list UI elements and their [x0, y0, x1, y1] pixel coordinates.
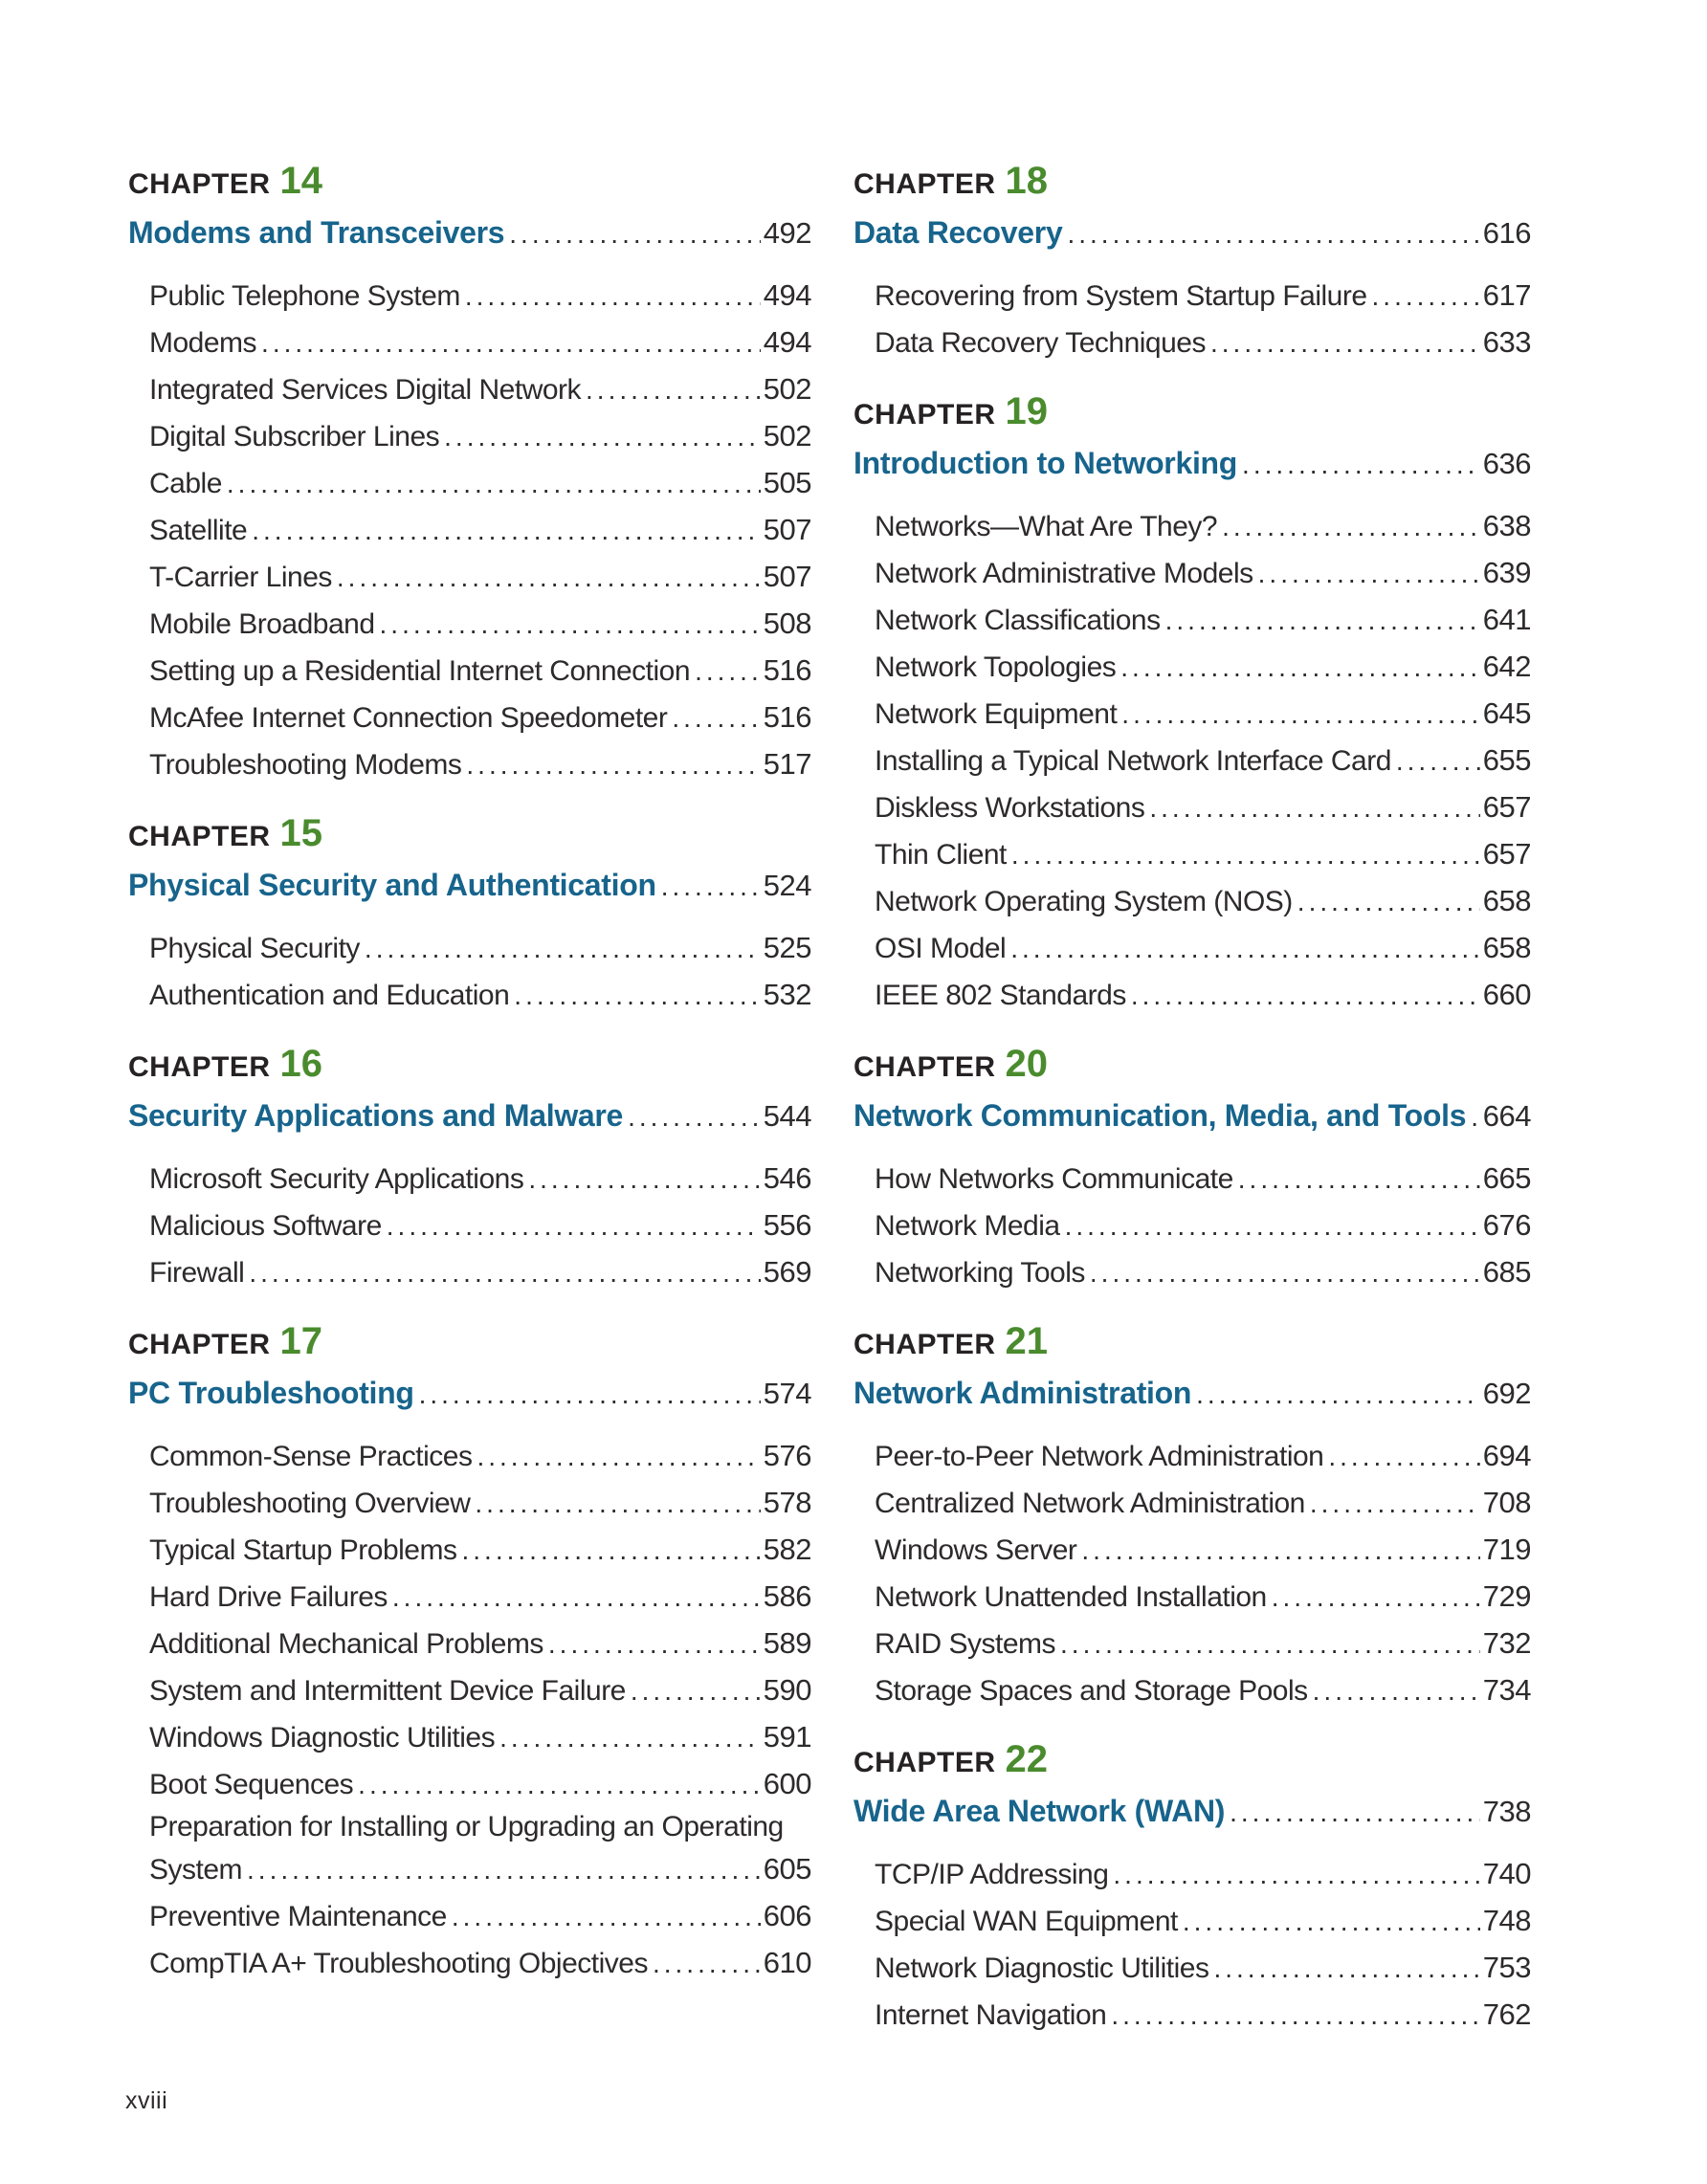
- chapter-number: 16: [279, 1043, 323, 1085]
- page-number: 507: [763, 513, 811, 546]
- toc-entry: [875, 550, 1531, 597]
- chapter-title: Security Applications and Malware: [128, 1098, 624, 1133]
- page-number: 546: [763, 1161, 811, 1195]
- chapter-kicker-label: CHAPTER: [128, 1051, 271, 1083]
- page-number: 694: [1482, 1439, 1531, 1472]
- chapter-block: [854, 161, 1531, 366]
- dot-leader: [387, 1203, 761, 1249]
- toc-entry: [149, 1433, 811, 1480]
- toc-entry-label: Data Recovery Techniques: [875, 327, 1206, 359]
- toc-entry: [149, 1714, 811, 1761]
- toc-entry-label: Windows Diagnostic Utilities: [149, 1722, 496, 1754]
- chapter-title: Introduction to Networking: [854, 446, 1238, 480]
- dot-leader: [1328, 1434, 1479, 1480]
- chapter-number: 22: [1005, 1738, 1049, 1780]
- chapter-block: [854, 1044, 1531, 1296]
- page-number: 658: [1482, 884, 1531, 917]
- dot-leader: [514, 973, 760, 1019]
- page-number: 517: [763, 747, 811, 781]
- dot-leader: [1183, 1899, 1480, 1945]
- toc-entry: [149, 972, 811, 1019]
- toc-column-right: [854, 161, 1531, 2039]
- chapter-entries: [854, 1156, 1531, 1296]
- toc-entry: [149, 273, 811, 320]
- chapter-entries: [128, 273, 811, 788]
- dot-leader: [1149, 785, 1479, 831]
- toc-entry: [149, 460, 811, 507]
- toc-entry: [149, 554, 811, 601]
- toc-entry: [875, 1621, 1531, 1667]
- toc-entry-label: Centralized Network Administration: [875, 1488, 1305, 1519]
- page-number: 685: [1482, 1255, 1531, 1289]
- page-number: 753: [1482, 1951, 1531, 1984]
- chapter-title-row: [854, 1788, 1531, 1836]
- dot-leader: [1196, 1372, 1480, 1418]
- toc-entry-label: Troubleshooting Overview: [149, 1488, 471, 1519]
- dot-leader: [1238, 1157, 1480, 1202]
- dot-leader: [365, 926, 761, 972]
- toc-entry: [149, 1527, 811, 1574]
- chapter-title-row: [128, 210, 811, 257]
- chapter-title-row: [854, 210, 1531, 257]
- page-number: 516: [763, 653, 811, 687]
- toc-entry: [149, 507, 811, 554]
- toc-entry: [875, 1851, 1531, 1898]
- page-number: 590: [763, 1673, 811, 1707]
- dot-leader: [695, 649, 761, 695]
- dot-leader: [1090, 1250, 1480, 1296]
- toc-entry-label: Public Telephone System: [149, 280, 460, 312]
- toc-entry: [149, 741, 811, 788]
- page-number: 574: [763, 1377, 811, 1410]
- toc-entry: [149, 1621, 811, 1667]
- toc-entry: [149, 1893, 811, 1940]
- page-number: 660: [1482, 978, 1531, 1011]
- page-number: 508: [763, 607, 811, 640]
- toc-entry: [149, 320, 811, 366]
- toc-entry-label: Physical Security: [149, 933, 360, 964]
- chapter-title: Wide Area Network (WAN): [854, 1794, 1226, 1828]
- dot-leader: [672, 695, 760, 741]
- chapter-kicker-label: CHAPTER: [128, 168, 271, 200]
- dot-leader: [1297, 879, 1480, 925]
- chapter-title-row: [854, 440, 1531, 488]
- toc-entry-label: Network Equipment: [875, 698, 1118, 730]
- toc-entry-label: Networks—What Are They?: [875, 511, 1218, 542]
- toc-entry-label: Installing a Typical Network Interface Card: [875, 745, 1391, 777]
- toc-entry: [875, 1249, 1531, 1296]
- toc-entry-label: Recovering from System Startup Failure: [875, 280, 1367, 312]
- toc-entry-label: Integrated Services Digital Network: [149, 374, 582, 406]
- page-number: 639: [1482, 556, 1531, 589]
- dot-leader: [461, 1528, 760, 1574]
- toc-entry-label: Cable: [149, 468, 222, 499]
- page-number: 505: [763, 466, 811, 499]
- chapter-entries: [128, 1156, 811, 1296]
- page-number: 606: [763, 1899, 811, 1932]
- chapter-number: 15: [279, 812, 323, 854]
- toc-entry-label: Peer-to-Peer Network Administration: [875, 1441, 1324, 1472]
- dot-leader: [337, 555, 761, 601]
- page-number: 525: [763, 931, 811, 964]
- toc-entry-label: RAID Systems: [875, 1628, 1056, 1660]
- toc-entry-label: Network Operating System (NOS): [875, 886, 1293, 917]
- toc-entry: [149, 1808, 811, 1893]
- toc-entry: [149, 366, 811, 413]
- dot-leader: [1313, 1668, 1480, 1714]
- dot-leader: [548, 1621, 761, 1667]
- toc-entry: [875, 691, 1531, 738]
- toc-entry-label: Hard Drive Failures: [149, 1581, 388, 1613]
- chapter-title: Physical Security and Authentication: [128, 868, 656, 902]
- chapter-number: 19: [1005, 390, 1049, 432]
- chapter-number: 18: [1005, 161, 1049, 202]
- toc-entry-label: Storage Spaces and Storage Pools: [875, 1675, 1308, 1707]
- dot-leader: [528, 1157, 760, 1202]
- toc-entry-label: Windows Server: [875, 1534, 1077, 1566]
- toc-entry: [875, 1898, 1531, 1945]
- toc-entry-label: Preventive Maintenance: [149, 1901, 447, 1932]
- toc-entry-label: Authentication and Education: [149, 980, 510, 1011]
- chapter-title: Network Communication, Media, and Tools: [854, 1098, 1467, 1133]
- page-number: 494: [763, 325, 811, 359]
- toc-entry: [875, 784, 1531, 831]
- page-number: 582: [763, 1533, 811, 1566]
- toc-entry-label: Troubleshooting Modems: [149, 749, 462, 781]
- page-number: 556: [763, 1208, 811, 1242]
- toc-entry-label: Internet Navigation: [875, 1999, 1107, 2031]
- chapter-title: Data Recovery: [854, 215, 1063, 250]
- toc-entry: [149, 1574, 811, 1621]
- dot-leader: [477, 1434, 760, 1480]
- dot-leader: [1258, 551, 1480, 597]
- chapter-kicker-label: CHAPTER: [854, 399, 996, 430]
- dot-leader: [1242, 442, 1480, 488]
- page-number: 732: [1482, 1626, 1531, 1660]
- page-number-footer: xviii: [125, 2087, 168, 2114]
- page-number: 586: [763, 1579, 811, 1613]
- toc-entry-line2: [149, 1846, 811, 1893]
- page-number: 605: [763, 1852, 811, 1886]
- toc-entry: [149, 1940, 811, 1987]
- chapter-entries: [128, 925, 811, 1019]
- page-number: 578: [763, 1486, 811, 1519]
- toc-entry: [149, 1202, 811, 1249]
- chapter-kicker: [854, 1321, 1531, 1370]
- chapter-kicker: [854, 391, 1531, 440]
- chapter-kicker: [854, 161, 1531, 210]
- page-number: 692: [1482, 1377, 1531, 1410]
- page-number: 738: [1482, 1795, 1531, 1828]
- toc-entry: [875, 1202, 1531, 1249]
- toc-entry-label: Setting up a Residential Internet Connection: [149, 655, 691, 687]
- dot-leader: [1213, 1946, 1479, 1992]
- page-number: 600: [763, 1767, 811, 1800]
- dot-leader: [1222, 504, 1480, 550]
- page-number: 532: [763, 978, 811, 1011]
- page-number: 589: [763, 1626, 811, 1660]
- page-number: 748: [1482, 1904, 1531, 1937]
- dot-leader: [509, 211, 760, 257]
- dot-leader: [227, 461, 761, 507]
- dot-leader: [419, 1372, 761, 1418]
- chapter-entries: [128, 1433, 811, 1987]
- toc-entry: [875, 1156, 1531, 1202]
- dot-leader: [1067, 211, 1479, 257]
- toc-entry-label: IEEE 802 Standards: [875, 980, 1126, 1011]
- toc-entry: [875, 738, 1531, 784]
- dot-leader: [499, 1715, 761, 1761]
- toc-entry-label: Mobile Broadband: [149, 608, 375, 640]
- dot-leader: [1120, 645, 1480, 691]
- page-number: 638: [1482, 509, 1531, 542]
- page-number: 762: [1482, 1997, 1531, 2031]
- chapter-entries: [854, 1433, 1531, 1714]
- toc-entry: [875, 597, 1531, 644]
- chapter-kicker-label: CHAPTER: [128, 1329, 271, 1360]
- toc-entry: [875, 644, 1531, 691]
- toc-entry: [149, 601, 811, 648]
- dot-leader: [466, 742, 760, 788]
- chapter-kicker-label: CHAPTER: [854, 1051, 996, 1083]
- chapter-block: [128, 161, 811, 788]
- toc-entry-label: Special WAN Equipment: [875, 1906, 1178, 1937]
- page-number: 516: [763, 700, 811, 734]
- dot-leader: [1121, 692, 1479, 738]
- toc-entry: [149, 1156, 811, 1202]
- dot-leader: [653, 1941, 761, 1987]
- dot-leader: [249, 1250, 760, 1296]
- chapter-entries: [854, 273, 1531, 366]
- toc-entry-label: Modems: [149, 327, 257, 359]
- page-number: 658: [1482, 931, 1531, 964]
- toc-entry: [149, 1480, 811, 1527]
- dot-leader: [252, 508, 761, 554]
- page-number: 524: [763, 869, 811, 902]
- dot-leader: [444, 414, 761, 460]
- dot-leader: [358, 1762, 761, 1808]
- dot-leader: [1065, 1203, 1480, 1249]
- dot-leader: [465, 274, 761, 320]
- chapter-title-row: [128, 1092, 811, 1140]
- toc-entry-label-line1: Preparation for Installing or Upgrading an Operating: [149, 1811, 784, 1842]
- toc-entry: [875, 1667, 1531, 1714]
- chapter-number: 17: [279, 1320, 323, 1362]
- page-number: 492: [763, 216, 811, 250]
- toc-entry-label: Additional Mechanical Problems: [149, 1628, 543, 1660]
- toc-entry-label: Network Unattended Installation: [875, 1581, 1267, 1613]
- page-number: 708: [1482, 1486, 1531, 1519]
- chapter-block: [128, 813, 811, 1019]
- chapter-title-row: [854, 1092, 1531, 1140]
- dot-leader: [380, 602, 761, 648]
- dot-leader: [1230, 1790, 1480, 1836]
- toc-entry-label-line2: System: [149, 1854, 243, 1886]
- chapter-kicker: [854, 1739, 1531, 1788]
- toc-entry-label: Thin Client: [875, 839, 1007, 871]
- toc-entry-label: CompTIA A+ Troubleshooting Objectives: [149, 1948, 648, 1979]
- chapter-kicker-label: CHAPTER: [854, 168, 996, 200]
- chapter-block: [854, 391, 1531, 1019]
- chapter-number: 20: [1005, 1043, 1049, 1085]
- page-number: 591: [763, 1720, 811, 1754]
- page-number: 664: [1482, 1099, 1531, 1133]
- toc-entry: [875, 925, 1531, 972]
- chapter-title: Network Administration: [854, 1376, 1192, 1410]
- page-number: 642: [1482, 650, 1531, 683]
- dot-leader: [1272, 1575, 1480, 1621]
- page-number: 636: [1482, 447, 1531, 480]
- chapter-kicker-label: CHAPTER: [854, 1747, 996, 1778]
- toc-entry-label: T-Carrier Lines: [149, 562, 332, 593]
- chapter-block: [854, 1739, 1531, 2039]
- chapter-block: [128, 1044, 811, 1296]
- dot-leader: [1210, 320, 1480, 366]
- chapter-kicker-label: CHAPTER: [128, 821, 271, 852]
- dot-leader: [475, 1481, 760, 1527]
- toc-entry-label: Diskless Workstations: [875, 792, 1145, 824]
- toc-entry-label: Boot Sequences: [149, 1769, 354, 1800]
- page-number: 617: [1482, 278, 1531, 312]
- toc-entry-label: Network Topologies: [875, 651, 1117, 683]
- page-number: 641: [1482, 603, 1531, 636]
- chapter-title-row: [128, 862, 811, 910]
- page-number: 616: [1482, 216, 1531, 250]
- toc-entry-label: How Networks Communicate: [875, 1163, 1233, 1195]
- dot-leader: [1011, 832, 1480, 878]
- toc-entry: [875, 1527, 1531, 1574]
- dot-leader: [1081, 1528, 1479, 1574]
- toc-entry: [875, 972, 1531, 1019]
- dot-leader: [1396, 739, 1480, 784]
- page-number: 665: [1482, 1161, 1531, 1195]
- page-number: 655: [1482, 743, 1531, 777]
- dot-leader: [1372, 274, 1480, 320]
- toc-entry: [875, 1480, 1531, 1527]
- toc-entry: [875, 831, 1531, 878]
- page-number: 633: [1482, 325, 1531, 359]
- toc-entry: [875, 273, 1531, 320]
- toc-entry: [149, 695, 811, 741]
- page-number: 676: [1482, 1208, 1531, 1242]
- page-number: 719: [1482, 1533, 1531, 1566]
- chapter-kicker: [854, 1044, 1531, 1092]
- page-number: 544: [763, 1099, 811, 1133]
- chapter-block: [854, 1321, 1531, 1714]
- dot-leader: [452, 1894, 761, 1940]
- toc-entry-label: Network Classifications: [875, 605, 1161, 636]
- toc-entry: [149, 1667, 811, 1714]
- toc-entry-label: Network Media: [875, 1210, 1060, 1242]
- chapter-title-row: [128, 1370, 811, 1418]
- toc-entry-label: Digital Subscriber Lines: [149, 421, 440, 452]
- dot-leader: [1010, 926, 1480, 972]
- page-number: 657: [1482, 837, 1531, 871]
- toc-entry: [149, 1249, 811, 1296]
- dot-leader: [1165, 598, 1480, 644]
- toc-entry: [875, 1945, 1531, 1992]
- toc-entry: [875, 878, 1531, 925]
- toc-entry: [149, 925, 811, 972]
- dot-leader: [392, 1575, 761, 1621]
- toc-entry-label: Typical Startup Problems: [149, 1534, 457, 1566]
- toc-entry-label: Firewall: [149, 1257, 245, 1289]
- toc-entry: [875, 320, 1531, 366]
- page-number: 569: [763, 1255, 811, 1289]
- chapter-kicker: [128, 813, 811, 862]
- chapter-kicker: [128, 161, 811, 210]
- dot-leader: [1113, 1852, 1479, 1898]
- table-of-contents: [128, 161, 1531, 2039]
- toc-entry: [875, 1992, 1531, 2039]
- chapter-entries: [854, 1851, 1531, 2039]
- chapter-title-row: [854, 1370, 1531, 1418]
- toc-entry: [149, 648, 811, 695]
- dot-leader: [261, 320, 761, 366]
- dot-leader: [1310, 1481, 1480, 1527]
- page-number: 502: [763, 419, 811, 452]
- toc-entry-label: Microsoft Security Applications: [149, 1163, 524, 1195]
- page-number: 734: [1482, 1673, 1531, 1707]
- dot-leader: [1060, 1621, 1480, 1667]
- chapter-kicker-label: CHAPTER: [854, 1329, 996, 1360]
- chapter-entries: [854, 503, 1531, 1019]
- toc-entry: [149, 413, 811, 460]
- toc-entry: [875, 1433, 1531, 1480]
- toc-column-left: [128, 161, 811, 2039]
- chapter-number: 21: [1005, 1320, 1049, 1362]
- toc-entry-label: Networking Tools: [875, 1257, 1085, 1289]
- toc-entry-label: Network Administrative Models: [875, 558, 1253, 589]
- page-number: 729: [1482, 1579, 1531, 1613]
- toc-entry-label: Satellite: [149, 515, 248, 546]
- toc-entry: [875, 503, 1531, 550]
- dot-leader: [628, 1094, 761, 1140]
- toc-entry-label: McAfee Internet Connection Speedometer: [149, 702, 668, 734]
- toc-entry-label: System and Intermittent Device Failure: [149, 1675, 626, 1707]
- dot-leader: [1131, 973, 1480, 1019]
- toc-entry-label: Common-Sense Practices: [149, 1441, 473, 1472]
- chapter-title: PC Troubleshooting: [128, 1376, 414, 1410]
- toc-entry: [149, 1761, 811, 1808]
- page-number: 494: [763, 278, 811, 312]
- page-number: 645: [1482, 696, 1531, 730]
- page-number: 576: [763, 1439, 811, 1472]
- dot-leader: [586, 367, 761, 413]
- toc-entry-label: Malicious Software: [149, 1210, 382, 1242]
- dot-leader: [631, 1668, 761, 1714]
- toc-entry-label: Network Diagnostic Utilities: [875, 1952, 1209, 1984]
- page-number: 507: [763, 560, 811, 593]
- chapter-block: [128, 1321, 811, 1987]
- chapter-kicker: [128, 1044, 811, 1092]
- page-number: 657: [1482, 790, 1531, 824]
- toc-entry-label: TCP/IP Addressing: [875, 1859, 1109, 1890]
- dot-leader: [1111, 1993, 1479, 2039]
- chapter-number: 14: [279, 161, 323, 202]
- dot-leader: [661, 864, 761, 910]
- chapter-kicker: [128, 1321, 811, 1370]
- toc-entry: [875, 1574, 1531, 1621]
- toc-entry-label: OSI Model: [875, 933, 1007, 964]
- chapter-title: Modems and Transceivers: [128, 215, 505, 250]
- dot-leader: [1471, 1094, 1480, 1140]
- page-number: 610: [763, 1946, 811, 1979]
- page-number: 740: [1482, 1857, 1531, 1890]
- page-number: 502: [763, 372, 811, 406]
- dot-leader: [247, 1847, 761, 1893]
